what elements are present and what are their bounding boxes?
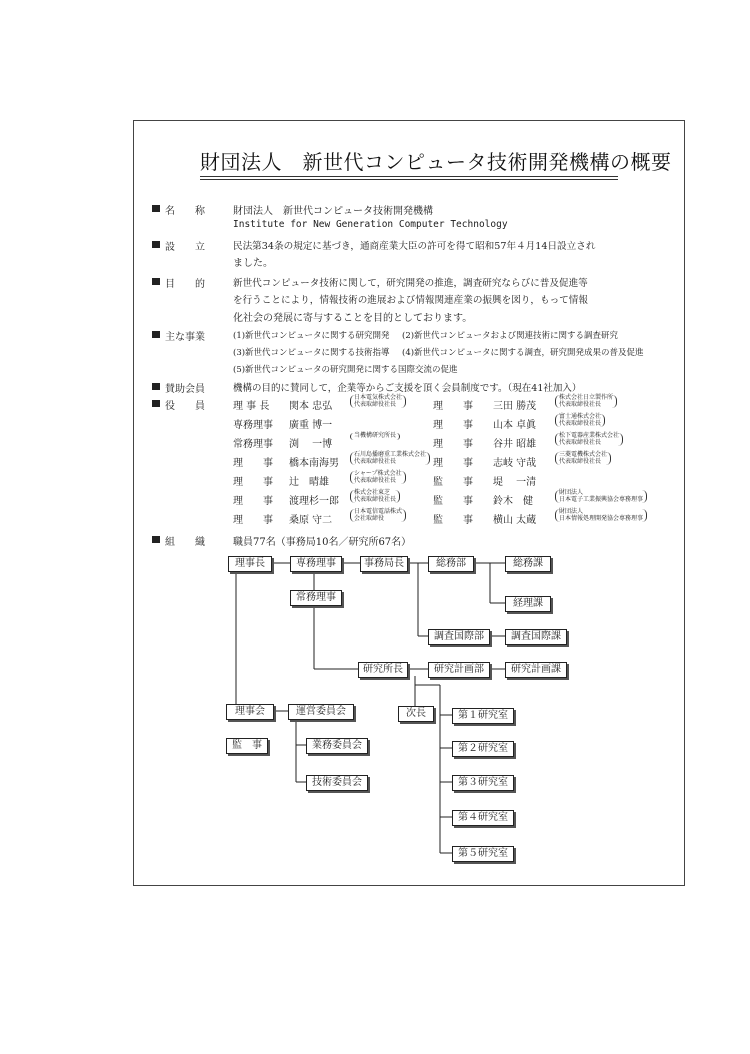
officer-affiliation-line-2: 会社取締役 (354, 514, 385, 522)
org-box-steering-committee: 運営委員会 (288, 704, 354, 720)
officer-role: 理 事 (233, 496, 273, 507)
officer-name: 廣重 博一 (289, 420, 333, 431)
officer-role: 監 事 (433, 477, 473, 488)
org-box-lab-3: 第３研究室 (452, 775, 514, 791)
purpose-value-2: を行うことにより，情報技術の進展および情報関連産業の振興を図り，もって情報 (233, 295, 588, 306)
purpose-value-3: 化社会の発展に寄与することを目的としております。 (233, 313, 473, 324)
name-en: Institute for New Generation Computer Technology (233, 219, 508, 230)
officer-affiliation-line-1: 当機構研究所長 (354, 432, 397, 439)
officer-role: 理 事 (433, 401, 473, 412)
officer-affiliation-line-1: シャープ株式会社 (354, 470, 402, 477)
org-box-auditor: 監 事 (226, 738, 268, 754)
business-label: 主な事業 (165, 332, 205, 343)
purpose-label: 目 的 (165, 279, 205, 290)
org-box-managing-director: 常務理事 (290, 590, 342, 606)
officer-name: 横山 太蔵 (493, 515, 537, 526)
officer-role: 理 事 (433, 458, 473, 469)
name-label: 名 称 (165, 206, 205, 217)
officer-role: 理 事 (433, 420, 473, 431)
officer-name: 山本 卓眞 (493, 420, 537, 431)
officer-role: 監 事 (433, 496, 473, 507)
org-box-accounting-section: 経理課 (505, 596, 551, 612)
officer-role: 常務理事 (233, 439, 273, 450)
org-box-technical-committee: 技術委員会 (306, 775, 368, 791)
officer-affiliation-line-1: 松下電器産業株式会社 (559, 432, 620, 439)
org-box-executive-director: 専務理事 (290, 556, 342, 572)
officer-affiliation-line-2: 代表取締役社長 (559, 438, 602, 446)
officer-affiliation-line-1: 日本電気株式会社 (354, 394, 403, 401)
business-item-4: (4)新世代コンピュータに関する調査，研究開発成果の普及促進 (402, 348, 644, 358)
officer-role: 理 事 (233, 458, 273, 469)
officer-role: 理 事 (233, 477, 273, 488)
org-box-lab-2: 第２研究室 (452, 741, 514, 757)
officer-role: 監 事 (433, 515, 473, 526)
officer-name: 谷井 昭雄 (493, 439, 537, 450)
officer-name: 志岐 守哉 (493, 458, 537, 469)
org-box-lab-director: 研究所長 (358, 662, 408, 678)
officer-role: 理 事 長 (233, 401, 270, 412)
established-value-1: 民法第34条の規定に基づき，通商産業大臣の許可を得て昭和57年４月14日設立され (233, 241, 596, 252)
established-value-2: ました。 (233, 258, 273, 269)
org-box-chairman: 理事長 (228, 556, 272, 572)
officer-affiliation-line-1: 財団法人 (559, 489, 584, 496)
officer-affiliation-line-1: 富士通株式会社 (559, 413, 602, 420)
name-value: 財団法人 新世代コンピュータ技術開発機構 (233, 206, 433, 217)
org-box-deputy-director: 次長 (398, 706, 434, 722)
officer-affiliation-line-1: 株式会社東芝 (354, 489, 391, 496)
org-box-lab-1: 第１研究室 (452, 708, 514, 724)
business-item-2: (2)新世代コンピュータおよび関連技術に関する調査研究 (402, 331, 619, 341)
business-item-1: (1)新世代コンピュータに関する研究開発 (233, 331, 390, 341)
org-box-lab-5: 第５研究室 (452, 846, 514, 862)
org-box-secretary-general: 事務局長 (360, 556, 408, 572)
org-label: 組 織 (165, 537, 205, 548)
officer-affiliation-line-2: 代表取締役社長 (354, 457, 397, 465)
officer-name: 堤 一清 (493, 477, 537, 488)
support-value: 機構の目的に賛同して，企業等からご支援を頂く会員制度です。（現在41社加入） (233, 383, 582, 394)
purpose-value-1: 新世代コンピュータ技術に関して，研究開発の推進，調査研究ならびに普及促進等 (233, 278, 588, 289)
org-box-research-planning-dept: 研究計画部 (428, 662, 490, 678)
org-value: 職員77名（事務局10名／研究所67名） (233, 537, 412, 548)
officer-affiliation-line-1: 三菱電機株式会社 (559, 451, 608, 458)
officer-name: 渡理杉一郎 (289, 496, 339, 507)
org-box-general-affairs-section: 総務課 (505, 556, 551, 572)
org-box-research-intl-section: 調査国際課 (505, 629, 567, 645)
officer-affiliation-line-2: 代表取締役社長 (354, 495, 397, 503)
officer-role: 理 事 (233, 515, 273, 526)
officer-affiliation-line-1: 株式会社日立製作所 (559, 394, 614, 401)
officer-affiliation-line-2: 代表取締役社長 (559, 419, 602, 427)
support-label: 賛助会員 (165, 384, 205, 395)
officer-affiliation-line-1: 日本電信電話株式 (354, 508, 403, 515)
officer-name: 三田 勝茂 (493, 401, 537, 412)
officer-name: 鈴木 健 (493, 496, 533, 507)
established-label: 設 立 (165, 242, 205, 253)
officer-affiliation-line-2: 代表取締役社長 (354, 400, 397, 408)
business-item-3: (3)新世代コンピュータに関する技術指導 (233, 348, 390, 358)
officer-affiliation-line-2: 日本情報処理開発協会専務理事 (559, 514, 644, 522)
officer-affiliation-line-1: 財団法人 (559, 508, 584, 515)
officer-affiliation-line-2: 代表取締役社長 (559, 457, 602, 465)
officer-affiliation-line-2: 代表取締役社長 (559, 400, 602, 408)
officer-name: 渕 一博 (289, 439, 333, 450)
org-box-board: 理事会 (226, 704, 274, 720)
org-box-lab-4: 第４研究室 (452, 810, 514, 826)
business-item-5: (5)新世代コンピュータの研究開発に関する国際交流の促進 (233, 365, 458, 375)
officer-name: 辻 晴雄 (289, 477, 329, 488)
org-box-research-intl-dept: 調査国際部 (428, 629, 490, 645)
officer-affiliation-line-2: 日本電子工業振興協会専務理事 (559, 495, 644, 503)
officer-name: 桑原 守二 (289, 515, 333, 526)
org-box-research-planning-section: 研究計画課 (505, 662, 567, 678)
officer-affiliation-line-1: 石川島播磨重工業株式会社 (354, 451, 427, 458)
officer-role: 理 事 (433, 439, 473, 450)
page-title: 財団法人 新世代コンピュータ技術開発機構の概要 (200, 150, 672, 174)
officers-label: 役 員 (165, 401, 205, 412)
org-box-business-committee: 業務委員会 (306, 738, 368, 754)
officer-name: 橋本南海男 (289, 458, 339, 469)
org-box-general-affairs-dept: 総務部 (428, 556, 474, 572)
officer-affiliation-line-2: 代表取締役社長 (354, 476, 397, 484)
officer-name: 関本 忠弘 (289, 401, 333, 412)
officer-role: 専務理事 (233, 420, 273, 431)
